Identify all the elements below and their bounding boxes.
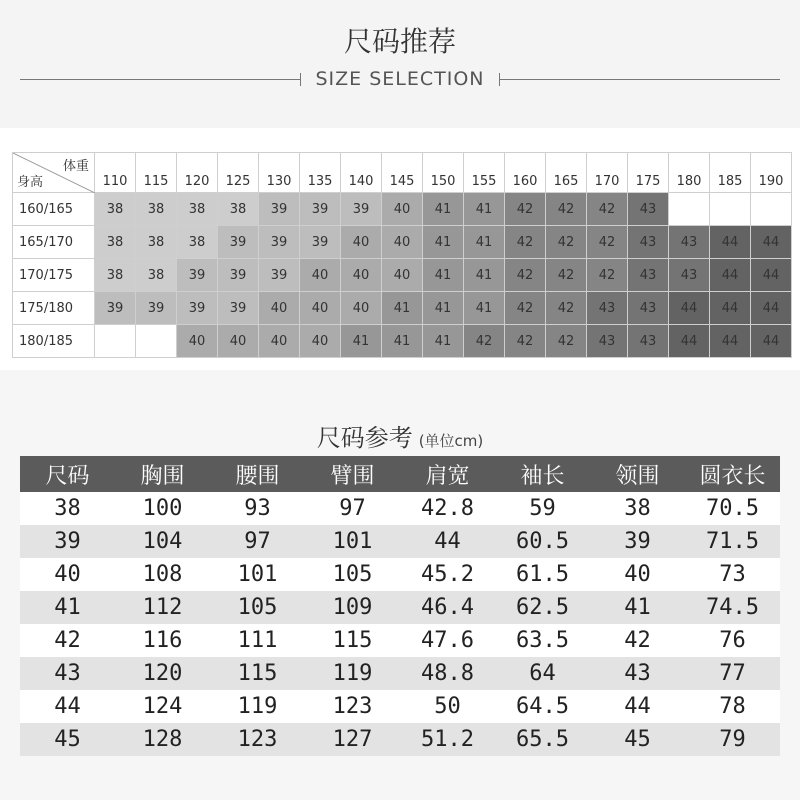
size-cell: 39 (259, 226, 300, 259)
reference-cell: 73 (685, 558, 780, 591)
reference-cell: 38 (590, 492, 685, 525)
size-cell: 38 (177, 193, 218, 226)
reference-cell: 108 (115, 558, 210, 591)
size-cell: 44 (751, 292, 792, 325)
reference-column-header: 尺码 (20, 456, 115, 492)
size-cell: 40 (341, 259, 382, 292)
header (0, 0, 800, 128)
size-cell: 40 (259, 292, 300, 325)
grid-header-row (13, 153, 792, 193)
reference-cell: 44 (20, 690, 115, 723)
reference-row (20, 690, 780, 723)
reference-cell: 60.5 (495, 525, 590, 558)
reference-cell: 44 (400, 525, 495, 558)
weight-header-cell: 120 (177, 153, 218, 193)
size-cell: 39 (259, 259, 300, 292)
size-cell: 38 (95, 193, 136, 226)
size-cell: 44 (710, 325, 751, 358)
grid-row (13, 292, 792, 325)
reference-column-header: 腰围 (210, 456, 305, 492)
size-cell: 41 (341, 325, 382, 358)
size-cell: 40 (382, 193, 423, 226)
size-cell: 38 (177, 226, 218, 259)
grid-row (13, 226, 792, 259)
height-label-cell: 180/185 (13, 325, 95, 358)
reference-header-row (20, 456, 780, 492)
subtitle-bar (20, 66, 780, 96)
reference-cell: 39 (20, 525, 115, 558)
weight-header-cell: 115 (136, 153, 177, 193)
weight-header-cell: 140 (341, 153, 382, 193)
reference-cell: 100 (115, 492, 210, 525)
reference-cell: 109 (305, 591, 400, 624)
grid-corner-cell (13, 153, 95, 193)
reference-cell: 64 (495, 657, 590, 690)
reference-cell: 44 (590, 690, 685, 723)
reference-row (20, 591, 780, 624)
size-cell: 39 (341, 193, 382, 226)
size-cell: 40 (382, 226, 423, 259)
size-cell: 40 (300, 259, 341, 292)
reference-column-header: 肩宽 (400, 456, 495, 492)
page-subtitle: SIZE SELECTION (315, 68, 485, 90)
size-cell: 42 (505, 325, 546, 358)
grid-row (13, 325, 792, 358)
reference-column-header: 圆衣长 (685, 456, 780, 492)
weight-header-cell: 165 (546, 153, 587, 193)
size-cell: 39 (95, 292, 136, 325)
size-cell: 38 (136, 226, 177, 259)
weight-header-cell: 135 (300, 153, 341, 193)
weight-header-cell: 160 (505, 153, 546, 193)
reference-cell: 124 (115, 690, 210, 723)
size-cell: 42 (505, 226, 546, 259)
size-cell: 39 (218, 259, 259, 292)
size-cell: 44 (669, 325, 710, 358)
weight-header-cell: 110 (95, 153, 136, 193)
size-recommendation-table (12, 152, 792, 358)
size-cell: 41 (423, 292, 464, 325)
size-cell: 40 (341, 292, 382, 325)
reference-cell: 115 (210, 657, 305, 690)
size-cell: 42 (505, 193, 546, 226)
reference-cell: 101 (305, 525, 400, 558)
reference-row (20, 525, 780, 558)
weight-header-cell: 130 (259, 153, 300, 193)
reference-cell: 70.5 (685, 492, 780, 525)
reference-cell: 45 (590, 723, 685, 756)
reference-cell: 105 (305, 558, 400, 591)
size-cell: 38 (136, 259, 177, 292)
size-cell: 41 (464, 226, 505, 259)
reference-cell: 40 (20, 558, 115, 591)
height-label-cell: 175/180 (13, 292, 95, 325)
size-cell: 43 (628, 226, 669, 259)
reference-row (20, 624, 780, 657)
reference-row (20, 492, 780, 525)
size-cell: 43 (628, 193, 669, 226)
size-cell: 42 (587, 193, 628, 226)
grid-row (13, 193, 792, 226)
reference-cell: 42 (590, 624, 685, 657)
weight-header-cell: 145 (382, 153, 423, 193)
reference-cell: 76 (685, 624, 780, 657)
reference-cell: 115 (305, 624, 400, 657)
divider-right (500, 79, 780, 80)
size-recommendation-section (0, 128, 800, 370)
reference-cell: 97 (305, 492, 400, 525)
weight-header-cell: 150 (423, 153, 464, 193)
size-reference-table (20, 456, 780, 756)
reference-cell: 43 (590, 657, 685, 690)
reference-title-text: 尺码参考 (316, 424, 413, 452)
reference-cell: 64.5 (495, 690, 590, 723)
reference-cell: 71.5 (685, 525, 780, 558)
size-cell: 42 (546, 259, 587, 292)
size-cell (95, 325, 136, 358)
size-cell: 41 (423, 259, 464, 292)
reference-cell: 119 (305, 657, 400, 690)
reference-cell: 128 (115, 723, 210, 756)
size-cell: 44 (710, 259, 751, 292)
corner-height-label: 身高 (17, 175, 44, 190)
size-cell: 41 (464, 292, 505, 325)
size-cell (669, 193, 710, 226)
size-cell: 44 (751, 226, 792, 259)
size-cell (710, 193, 751, 226)
size-reference-section (0, 370, 800, 800)
reference-cell: 41 (20, 591, 115, 624)
size-cell: 44 (751, 259, 792, 292)
reference-cell: 46.4 (400, 591, 495, 624)
size-cell: 43 (628, 325, 669, 358)
size-cell (751, 193, 792, 226)
size-cell: 42 (505, 292, 546, 325)
size-cell: 40 (300, 325, 341, 358)
page-title: 尺码推荐 (343, 25, 456, 58)
size-cell: 42 (546, 325, 587, 358)
reference-cell: 111 (210, 624, 305, 657)
reference-cell: 40 (590, 558, 685, 591)
size-cell: 39 (218, 226, 259, 259)
reference-cell: 77 (685, 657, 780, 690)
size-cell: 41 (382, 325, 423, 358)
size-cell: 38 (95, 259, 136, 292)
size-cell: 40 (300, 292, 341, 325)
reference-column-header: 胸围 (115, 456, 210, 492)
size-cell: 40 (382, 259, 423, 292)
size-cell: 42 (546, 226, 587, 259)
reference-cell: 47.6 (400, 624, 495, 657)
size-cell: 40 (177, 325, 218, 358)
size-cell: 42 (464, 325, 505, 358)
reference-column-header: 袖长 (495, 456, 590, 492)
reference-row (20, 657, 780, 690)
size-cell: 41 (423, 193, 464, 226)
reference-cell: 42 (20, 624, 115, 657)
reference-cell: 48.8 (400, 657, 495, 690)
reference-cell: 101 (210, 558, 305, 591)
reference-unit: (单位cm) (418, 432, 484, 450)
height-label-cell: 165/170 (13, 226, 95, 259)
reference-cell: 119 (210, 690, 305, 723)
size-cell: 39 (259, 193, 300, 226)
weight-header-cell: 180 (669, 153, 710, 193)
size-cell: 39 (177, 259, 218, 292)
reference-cell: 61.5 (495, 558, 590, 591)
size-cell: 39 (136, 292, 177, 325)
size-cell: 42 (546, 193, 587, 226)
size-cell: 39 (300, 193, 341, 226)
size-cell: 41 (464, 259, 505, 292)
reference-cell: 78 (685, 690, 780, 723)
reference-cell: 105 (210, 591, 305, 624)
size-cell: 43 (669, 226, 710, 259)
reference-cell: 38 (20, 492, 115, 525)
reference-cell: 74.5 (685, 591, 780, 624)
reference-cell: 93 (210, 492, 305, 525)
reference-cell: 39 (590, 525, 685, 558)
size-cell: 41 (464, 193, 505, 226)
reference-cell: 45 (20, 723, 115, 756)
size-cell: 44 (710, 292, 751, 325)
reference-cell: 63.5 (495, 624, 590, 657)
weight-header-cell: 175 (628, 153, 669, 193)
size-cell: 38 (136, 193, 177, 226)
reference-cell: 51.2 (400, 723, 495, 756)
size-cell: 42 (505, 259, 546, 292)
size-cell: 44 (751, 325, 792, 358)
size-cell: 38 (218, 193, 259, 226)
reference-cell: 62.5 (495, 591, 590, 624)
reference-title (0, 418, 800, 453)
size-cell: 43 (587, 325, 628, 358)
weight-header-cell: 185 (710, 153, 751, 193)
weight-header-cell: 125 (218, 153, 259, 193)
size-cell: 39 (300, 226, 341, 259)
reference-cell: 43 (20, 657, 115, 690)
size-cell: 43 (669, 259, 710, 292)
reference-cell: 112 (115, 591, 210, 624)
size-cell: 41 (423, 226, 464, 259)
reference-cell: 41 (590, 591, 685, 624)
reference-cell: 127 (305, 723, 400, 756)
reference-cell: 104 (115, 525, 210, 558)
size-cell: 40 (259, 325, 300, 358)
size-cell: 44 (669, 292, 710, 325)
weight-header-cell: 155 (464, 153, 505, 193)
size-cell: 39 (218, 292, 259, 325)
size-cell: 43 (628, 292, 669, 325)
size-cell (136, 325, 177, 358)
weight-header-cell: 170 (587, 153, 628, 193)
size-cell: 44 (710, 226, 751, 259)
size-cell: 42 (587, 259, 628, 292)
weight-header-cell: 190 (751, 153, 792, 193)
size-cell: 43 (587, 292, 628, 325)
size-cell: 39 (177, 292, 218, 325)
reference-column-header: 领围 (590, 456, 685, 492)
reference-row (20, 723, 780, 756)
grid-row (13, 259, 792, 292)
reference-cell: 123 (210, 723, 305, 756)
reference-cell: 45.2 (400, 558, 495, 591)
corner-weight-label: 体重 (62, 159, 89, 174)
reference-cell: 79 (685, 723, 780, 756)
size-cell: 42 (546, 292, 587, 325)
size-cell: 41 (423, 325, 464, 358)
reference-row (20, 558, 780, 591)
reference-cell: 120 (115, 657, 210, 690)
size-cell: 42 (587, 226, 628, 259)
size-cell: 38 (95, 226, 136, 259)
reference-cell: 65.5 (495, 723, 590, 756)
reference-cell: 116 (115, 624, 210, 657)
height-label-cell: 170/175 (13, 259, 95, 292)
height-label-cell: 160/165 (13, 193, 95, 226)
reference-column-header: 臂围 (305, 456, 400, 492)
size-cell: 40 (218, 325, 259, 358)
size-cell: 41 (382, 292, 423, 325)
reference-cell: 123 (305, 690, 400, 723)
reference-cell: 50 (400, 690, 495, 723)
size-cell: 43 (628, 259, 669, 292)
reference-cell: 59 (495, 492, 590, 525)
reference-cell: 42.8 (400, 492, 495, 525)
reference-cell: 97 (210, 525, 305, 558)
size-cell: 40 (341, 226, 382, 259)
